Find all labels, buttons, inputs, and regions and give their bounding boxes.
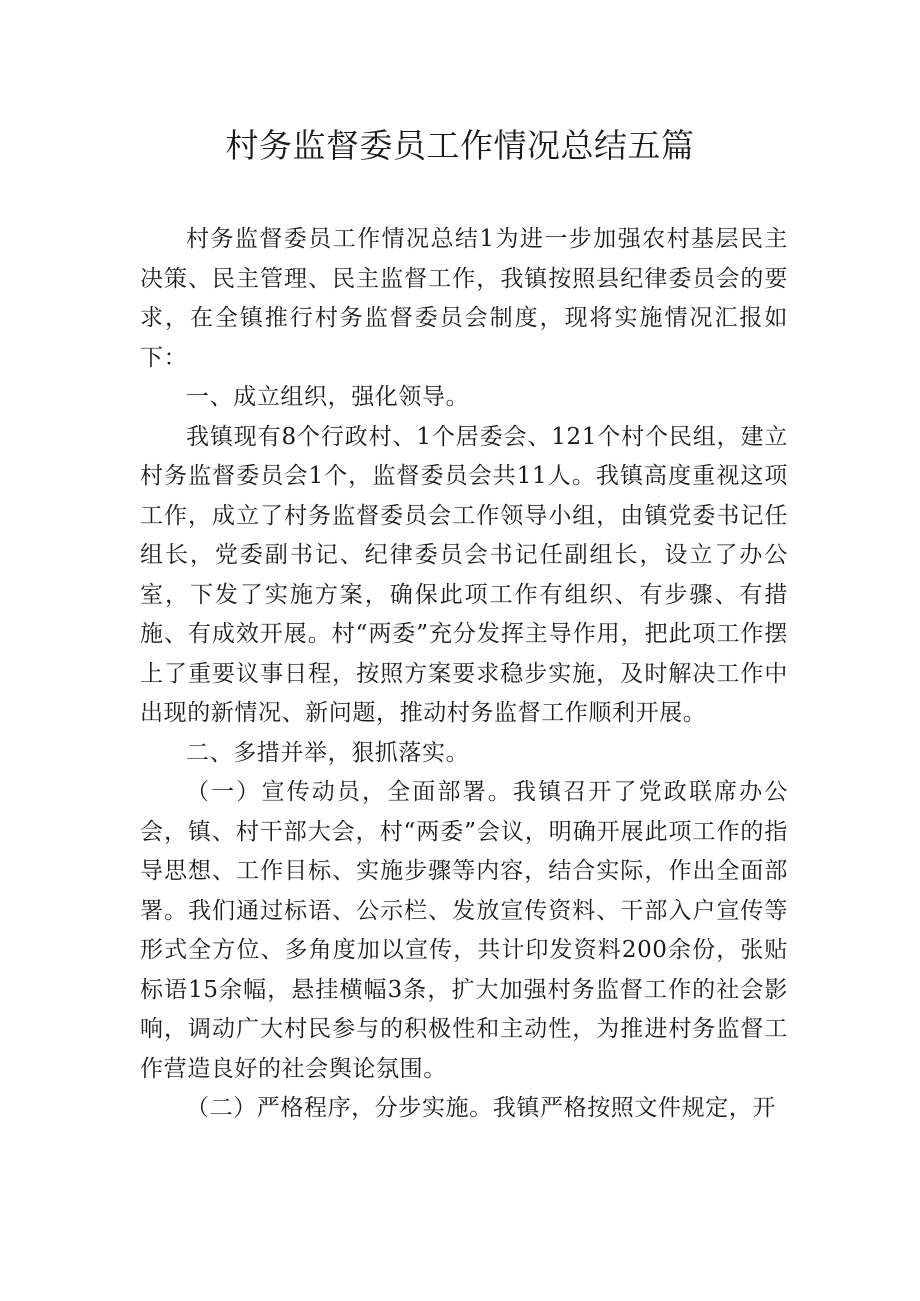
paragraph-organization: 我镇现有8个行政村、1个居委会、121个村个民组，建立村务监督委员会1个，监督委员会共11人。我镇高度重视这项工作，成立了村务监督委员会工作领导小组，由镇党委书记任组长，党委副书记、纪律委员会书记任副组长，设立了办公室，下发了实施方案，确保此项工作有组织、有步骤、有措施、有成效开展。村“两委”充分发挥主导作用，把此项工作摆上了重要议事日程，按照方案要求稳步实施，及时解决工作中出现的新情况、新问题，推动村务监督工作顺利开展。 — [140, 423, 788, 726]
paragraph-intro: 村务监督委员工作情况总结1为进一步加强农村基层民主决策、民主管理、民主监督工作，我镇按照县纪律委员会的要求，在全镇推行村务监督委员会制度，现将实施情况汇报如下： — [140, 226, 788, 371]
section-heading-2: 二、多措并举，狠抓落实。 — [186, 739, 470, 766]
paragraph-publicity: （一）宣传动员，全面部署。我镇召开了党政联席办公会，镇、村干部大会，村“两委”会议，明确开展此项工作的指导思想、工作目标、实施步骤等内容，结合实际，作出全面部署。我们通过标语、公示栏、发放宣传资料、干部入户宣传等形式全方位、多角度加以宣传，共计印发资料200余份，张贴标语15余幅，悬挂横幅3条，扩大加强村务监督工作的社会影响，调动广大村民参与的积极性和主动性，为推进村务监督工作营造良好的社会舆论氛围。 — [140, 779, 788, 1082]
paragraph-procedure: （二）严格程序，分步实施。我镇严格按照文件规定，开 — [186, 1095, 776, 1121]
document-title: 村务监督委员工作情况总结五篇 — [225, 126, 695, 165]
document-body — [140, 220, 788, 1129]
section-heading-1: 一、成立组织，强化领导。 — [186, 384, 470, 410]
